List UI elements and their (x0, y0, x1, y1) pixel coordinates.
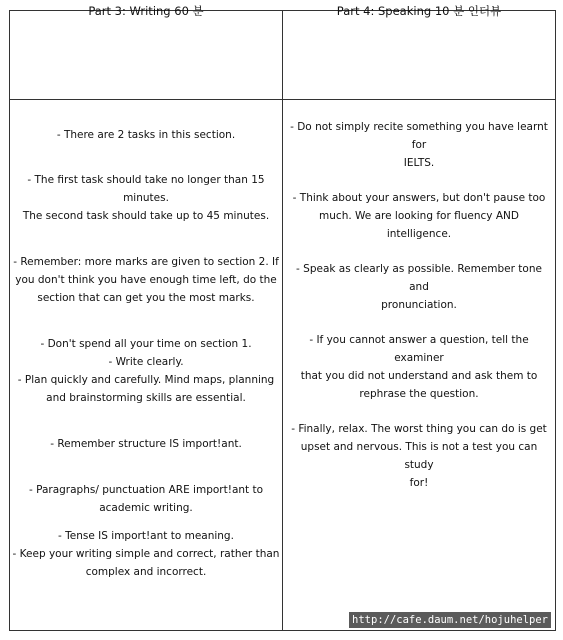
writing-tip: - Remember structure IS import!ant. (50, 438, 242, 450)
speaking-tip: - If you cannot answer a question, tell the examiner that you did not understand and ask them to rephrase the question. (300, 334, 538, 400)
speaking-tip: - Think about your answers, but don't pause too much. We are looking for fluency AND intelligence. (292, 192, 546, 240)
speaking-tip: - Speak as clearly as possible. Remember tone and pronunciation. (296, 263, 542, 311)
speaking-header: Part 4: Speaking 10 분 인터뷰 (336, 4, 502, 18)
writing-header-cell (10, 4, 283, 100)
watermark-url: http://cafe.daum.net/hojuhelper (349, 612, 551, 628)
writing-tip: - Tense IS import!ant to meaning. - Keep your writing simple and correct, rather than complex and incorrect. (12, 530, 280, 578)
writing-tip: - Paragraphs/ punctuation ARE import!ant to academic writing. (28, 484, 264, 514)
writing-tips-cell (10, 100, 283, 631)
info-table (9, 4, 556, 631)
speaking-tip: - Finally, relax. The worst thing you can do is get upset and nervous. This is not a test you can study for! (291, 423, 547, 489)
writing-tip: - There are 2 tasks in this section. (56, 129, 236, 141)
writing-header: Part 3: Writing 60 분 (88, 4, 204, 18)
speaking-header-cell (283, 4, 556, 100)
body-row (10, 100, 556, 631)
writing-tip: - The first task should take no longer than 15 minutes. The second task should take up to 45 minutes. (22, 174, 270, 222)
speaking-tip: - Do not simply recite something you have learnt for IELTS. (290, 121, 548, 169)
writing-tip: - Remember: more marks are given to section 2. If you don't think you have enough time left, do the section that can get you the most marks. (13, 256, 279, 304)
writing-tip: - Don't spend all your time on section 1. - Write clearly. - Plan quickly and carefully. Mind maps, planning and brainstorming skills are essential. (17, 338, 275, 404)
header-row (10, 11, 556, 100)
speaking-tips-cell (283, 100, 556, 631)
